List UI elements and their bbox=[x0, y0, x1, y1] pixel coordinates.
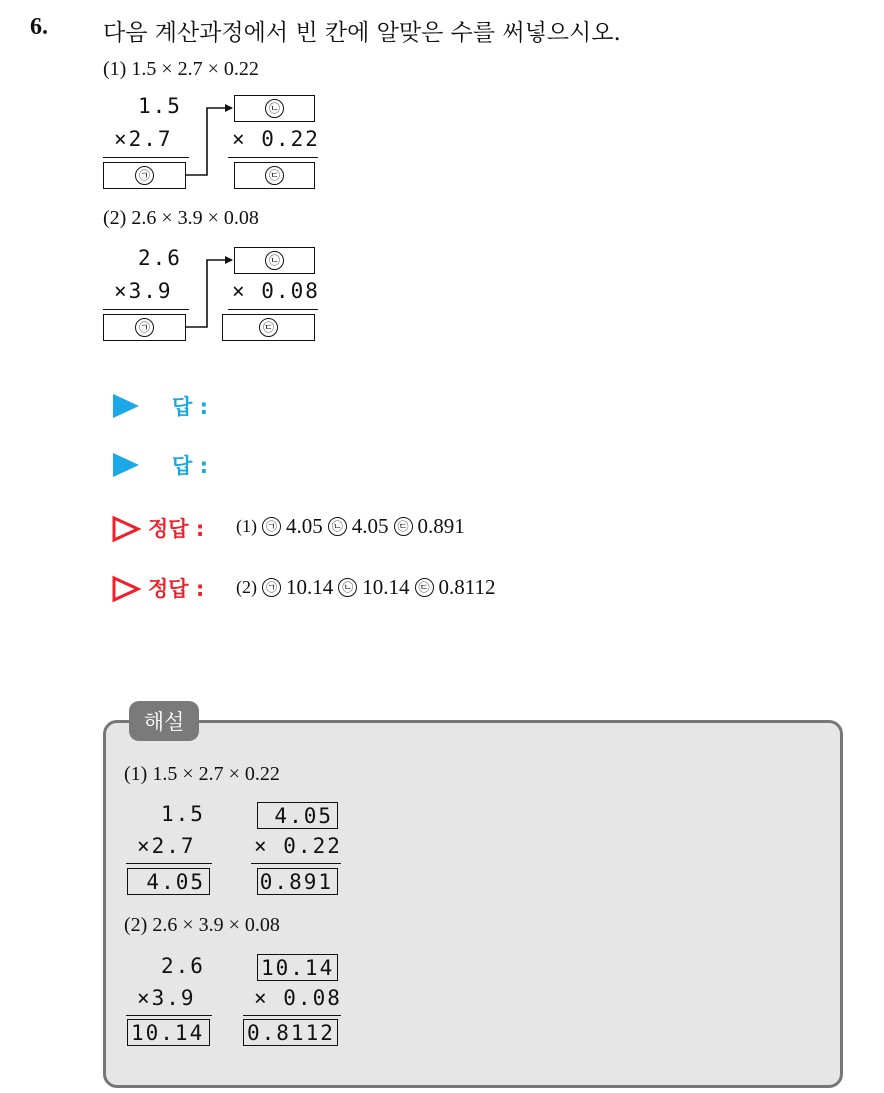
expl1-box-b: 4.05 bbox=[257, 802, 338, 829]
answer2-label: 답 : bbox=[172, 454, 208, 478]
key1-hollow-triangle-icon bbox=[114, 518, 138, 540]
expl2-right-rule bbox=[243, 1015, 341, 1016]
expl2-second-multiplier: × 0.08 bbox=[254, 986, 342, 1010]
key1-c: 0.891 bbox=[417, 514, 465, 538]
expl1-left-rule bbox=[126, 863, 212, 864]
expl1-expression: (1) 1.5 × 2.7 × 0.22 bbox=[124, 763, 280, 785]
circle-nieun-icon: ㉡ bbox=[328, 517, 347, 536]
expl1-second-multiplier: × 0.22 bbox=[254, 834, 342, 858]
part1-multiplicand: 1.5 bbox=[138, 94, 182, 118]
part2-multiplier: ×3.9 bbox=[114, 279, 173, 303]
answer1-triangle-icon bbox=[113, 394, 139, 418]
circle-digeut-icon: ㉢ bbox=[259, 318, 278, 337]
expl1-multiplicand: 1.5 bbox=[161, 802, 205, 826]
key2-c: 0.8112 bbox=[438, 575, 496, 599]
key2-b: 10.14 bbox=[362, 575, 410, 599]
expl2-multiplicand: 2.6 bbox=[161, 954, 205, 978]
circle-giyeok-icon: ㉠ bbox=[262, 517, 281, 536]
key2-a: 10.14 bbox=[286, 575, 334, 599]
circle-giyeok-icon: ㉠ bbox=[135, 318, 154, 337]
key1-label: 정답 : bbox=[148, 517, 205, 541]
question-number: 6. bbox=[30, 14, 48, 40]
expl1-right-rule bbox=[251, 863, 341, 864]
expl2-box-b: 10.14 bbox=[257, 954, 338, 981]
answer1-label: 답 : bbox=[172, 395, 208, 419]
circle-nieun-icon: ㉡ bbox=[338, 578, 357, 597]
key2-part: (2) bbox=[236, 577, 257, 597]
key2-text bbox=[236, 575, 495, 600]
part2-second-multiplier: × 0.08 bbox=[232, 279, 320, 303]
part1-connector bbox=[186, 108, 232, 175]
expl1-box-c: 0.891 bbox=[257, 868, 338, 895]
part1-second-multiplier: × 0.22 bbox=[232, 127, 320, 151]
explanation-tag: 해설 bbox=[129, 701, 199, 741]
part2-multiplicand: 2.6 bbox=[138, 246, 182, 270]
key1-part: (1) bbox=[236, 516, 257, 536]
expl2-expression: (2) 2.6 × 3.9 × 0.08 bbox=[124, 914, 280, 936]
expl2-multiplier: ×3.9 bbox=[137, 986, 196, 1010]
circle-nieun-icon: ㉡ bbox=[265, 251, 284, 270]
circle-digeut-icon: ㉢ bbox=[415, 578, 434, 597]
key1-b: 4.05 bbox=[351, 514, 389, 538]
expl1-multiplier: ×2.7 bbox=[137, 834, 196, 858]
expl2-box-a: 10.14 bbox=[127, 1019, 210, 1046]
circle-giyeok-icon: ㉠ bbox=[135, 166, 154, 185]
circle-digeut-icon: ㉢ bbox=[394, 517, 413, 536]
circle-nieun-icon: ㉡ bbox=[265, 99, 284, 118]
part1-multiplier: ×2.7 bbox=[114, 127, 173, 151]
part1-expression: (1) 1.5 × 2.7 × 0.22 bbox=[103, 58, 259, 80]
circle-digeut-icon: ㉢ bbox=[265, 166, 284, 185]
expl1-box-a: 4.05 bbox=[127, 868, 210, 895]
answer2-triangle-icon bbox=[113, 453, 139, 477]
key2-hollow-triangle-icon bbox=[114, 578, 138, 600]
key1-text bbox=[236, 514, 465, 539]
key1-a: 4.05 bbox=[286, 514, 323, 538]
expl2-left-rule bbox=[126, 1015, 212, 1016]
key2-label: 정답 : bbox=[148, 577, 205, 601]
part2-connector bbox=[186, 260, 232, 327]
expl2-box-c: 0.8112 bbox=[243, 1019, 338, 1046]
part2-expression: (2) 2.6 × 3.9 × 0.08 bbox=[103, 207, 259, 229]
question-text: 다음 계산과정에서 빈 칸에 알맞은 수를 써넣으시오. bbox=[103, 20, 621, 46]
circle-giyeok-icon: ㉠ bbox=[262, 578, 281, 597]
